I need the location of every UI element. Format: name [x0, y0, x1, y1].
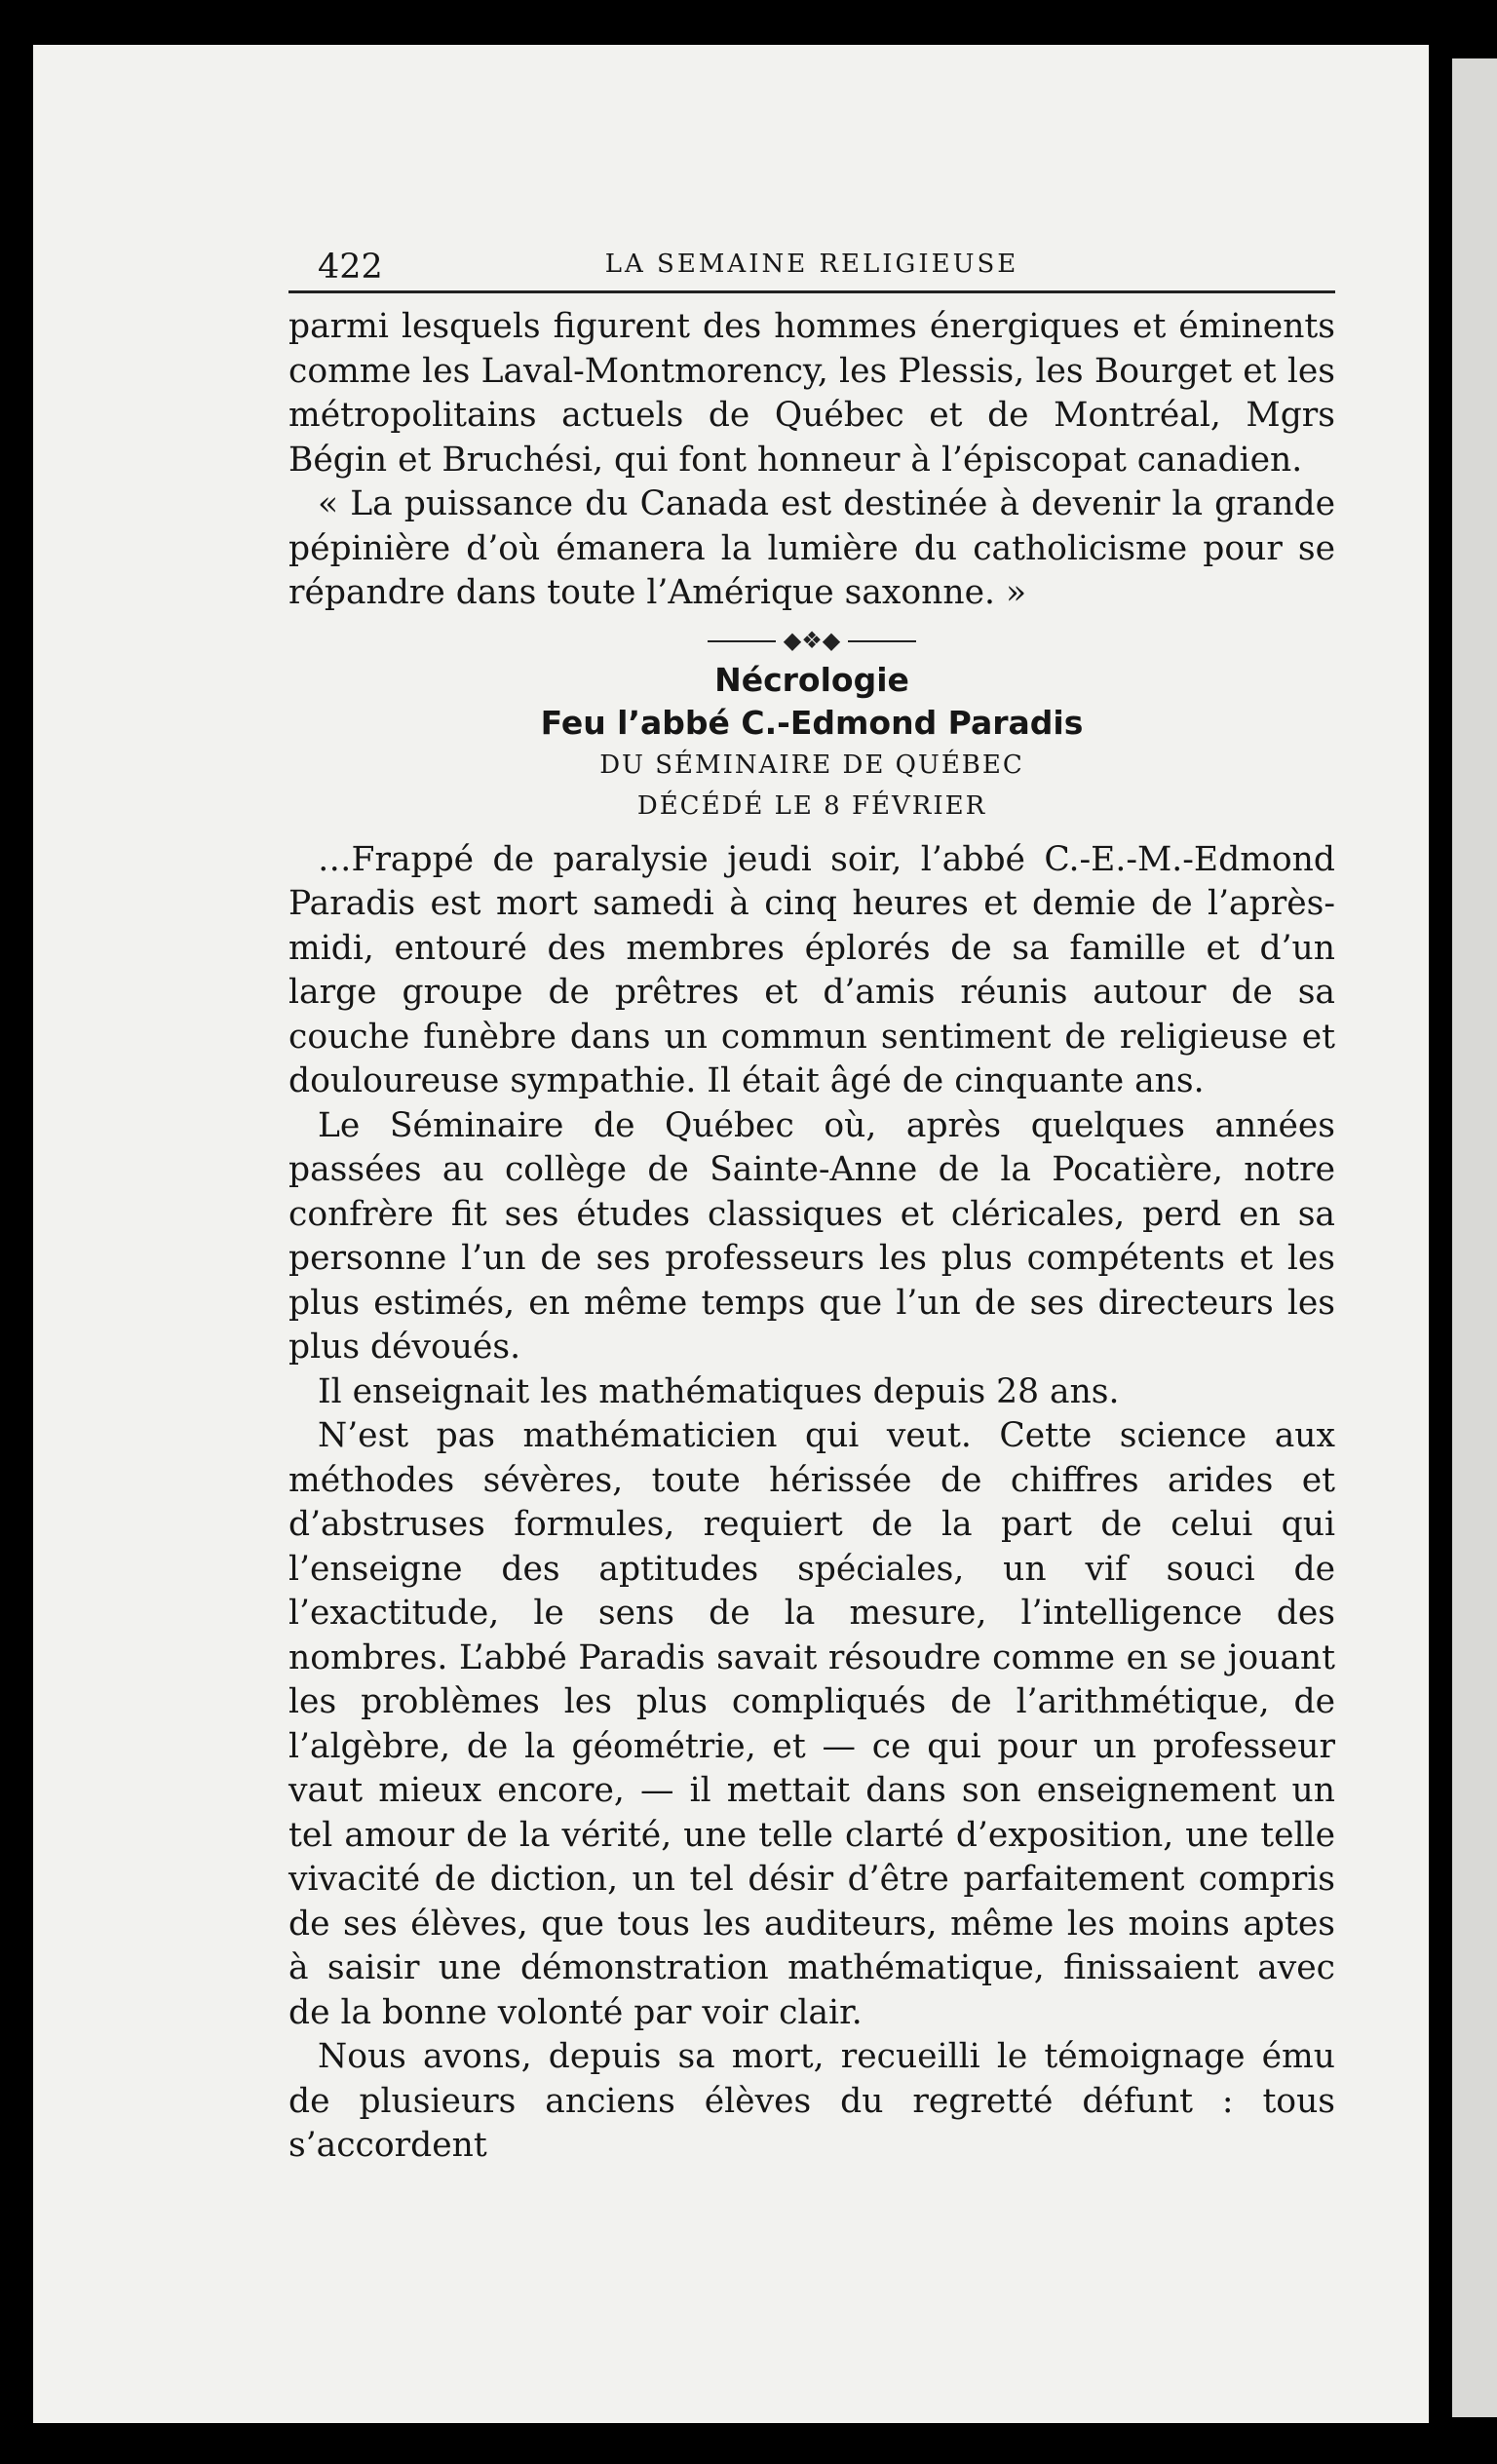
- document-page: [33, 45, 1429, 2423]
- article-affiliation: DU SÉMINAIRE DE QUÉBEC: [599, 750, 1024, 780]
- article-paragraph: …Frappé de paralysie jeudi soir, l’abbé C.-E.-M.-Edmond Paradis est mort samedi à cinq heures et demie de l’après-midi, entouré des membres éplorés de sa famille et d’un large groupe de prêtres et d’amis réunis autour de sa couche funèbre dans un commun sentiment de religieuse et douloureuse sympathie. Il était âgé de cinquante ans.: [288, 839, 1335, 1100]
- quote-paragraph: « La puissance du Canada est destinée à devenir la grande pépinière d’où émanera la lumière du catholicisme pour se répandre dans toute l’Amérique saxonne. »: [288, 484, 1335, 612]
- adjacent-page-edge: [1452, 58, 1497, 2417]
- article-paragraph: N’est pas mathématicien qui veut. Cette science aux méthodes sévères, toute hérissée de chiffres arides et d’abstruses formules, requiert de la part de celui qui l’enseigne des aptitudes spéciales, un vif souci de l’exactitude, le sens de la mesure, l’intelligence des nombres. L’abbé Paradis savait résoudre comme en se jouant les problèmes les plus compliqués de l’arithmétique, de l’algèbre, de la géométrie, et — ce qui pour un professeur vaut mieux encore, — il mettait dans son enseignement un tel amour de la vérité, une telle clarté d’exposition, une telle vivacité de diction, un tel désir d’être parfaitement compris de ses élèves, que tous les auditeurs, même les moins aptes à saisir une démonstration mathématique, finissaient avec de la bonne volonté par voir clair.: [288, 1416, 1335, 2032]
- article-title: Feu l’abbé C.-Edmond Paradis: [540, 703, 1084, 742]
- section-heading: Nécrologie: [714, 660, 909, 699]
- article-paragraph: Nous avons, depuis sa mort, recueilli le témoignage ému de plusieurs anciens élèves du regretté défunt : tous s’accordent: [288, 2037, 1335, 2165]
- journal-title: LA SEMAINE RELIGIEUSE: [604, 250, 1019, 279]
- text-column: [288, 240, 1335, 2169]
- running-head: [288, 240, 1335, 293]
- article-date-line: DÉCÉDÉ LE 8 FÉVRIER: [636, 790, 987, 821]
- section-ornament: ◆❖◆: [288, 626, 1335, 655]
- article-paragraph: Le Séminaire de Québec où, après quelques années passées au collège de Sainte-Anne de la Pocatière, notre confrère fit ses études classiques et cléricales, perd en sa personne l’un de ses professeurs les plus compétents et les plus estimés, en même temps que l’un de ses directeurs les plus dévoués.: [288, 1105, 1335, 1367]
- paragraph: parmi lesquels figurent des hommes énergiques et éminents comme les Laval-Montmorency, les Plessis, les Bourget et les métropolitains actuels de Québec et de Montréal, Mgrs Bégin et Bruchési, qui font honneur à l’épiscopat canadien.: [288, 307, 1335, 480]
- article-paragraph: Il enseignait les mathématiques depuis 28 ans.: [318, 1371, 1120, 1411]
- page-number: 422: [318, 248, 383, 287]
